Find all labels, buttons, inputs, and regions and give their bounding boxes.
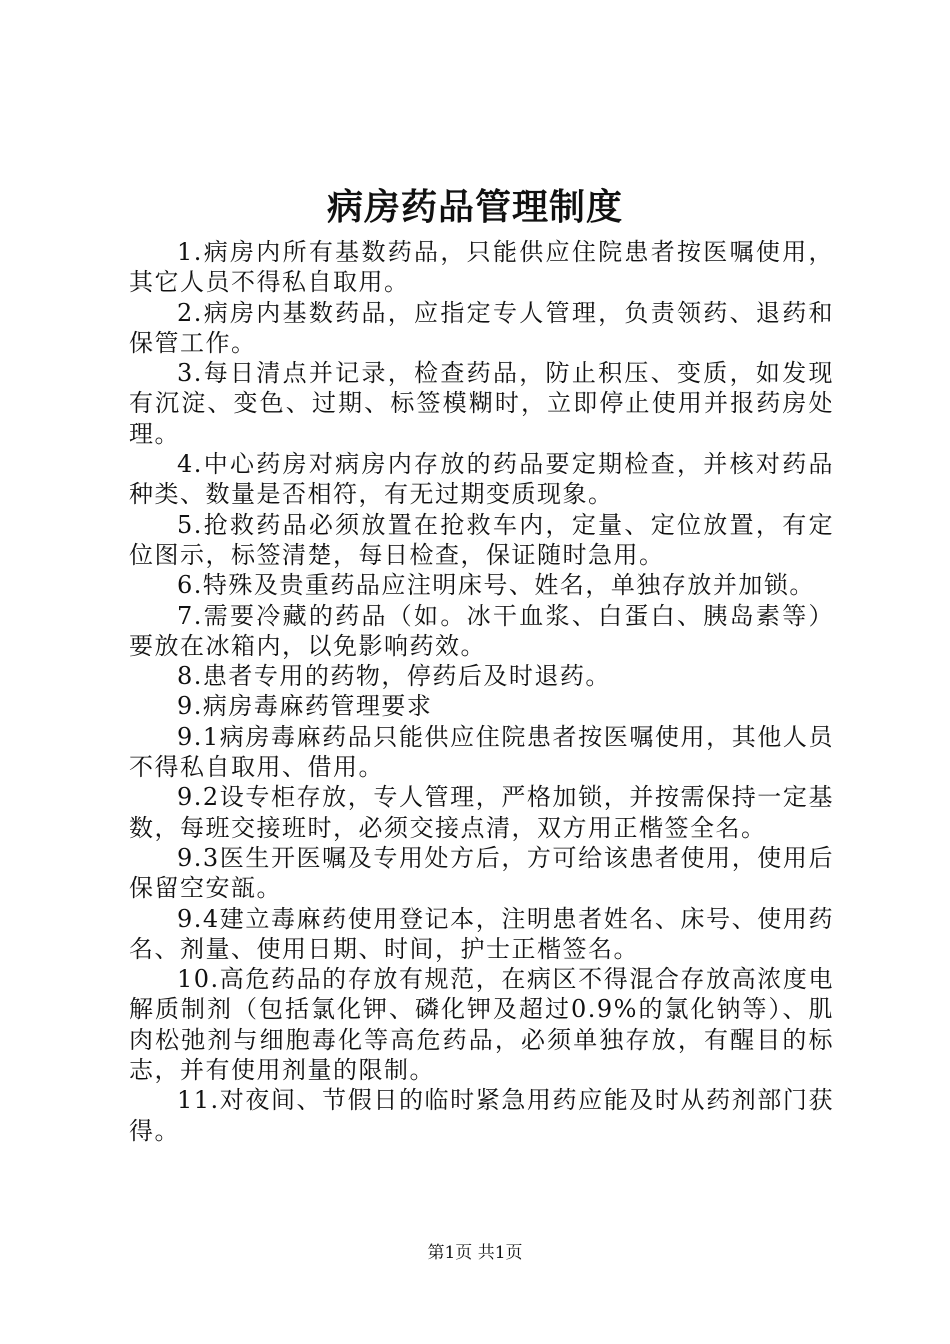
document-title: 病房药品管理制度: [326, 186, 623, 228]
paragraph-10: 10.高危药品的存放有规范，在病区不得混合存放高浓度电解质制剂（包括氯化钾、磷化钾及超过0.9%的氯化钠等）、肌肉松弛剂与细胞毒化等高危药品，必须单独存放，有醒目的标志，并有使用剂量的限制。: [129, 965, 834, 1085]
paragraph-9-3: 9.3医生开医嘱及专用处方后，方可给该患者使用，使用后保留空安瓿。: [129, 843, 834, 903]
paragraph-5: 5.抢救药品必须放置在抢救车内，定量、定位放置，有定位图示，标签清楚，每日检查，保证随时急用。: [129, 510, 834, 569]
paragraph-9-2: 9.2设专柜存放，专人管理，严格加锁，并按需保持一定基数，每班交接班时，必须交接点清，双方用正楷签全名。: [129, 783, 834, 842]
paragraph-8: 8.患者专用的药物，停药后及时退药。: [177, 662, 611, 691]
paragraph-7: 7.需要冷藏的药品（如。冰干血浆、白蛋白、胰岛素等）要放在冰箱内，以免影响药效。: [129, 601, 834, 660]
paragraph-2: 2.病房内基数药品，应指定专人管理，负责领药、退药和保管工作。: [129, 298, 834, 357]
paragraph-9-1: 9.1病房毒麻药品只能供应住院患者按医嘱使用，其他人员不得私自取用、借用。: [129, 722, 834, 782]
paragraph-9-4: 9.4建立毒麻药使用登记本，注明患者姓名、床号、使用药名、剂量、使用日期、时间，护士正楷签名。: [129, 904, 834, 963]
paragraph-9: 9.病房毒麻药管理要求: [177, 692, 433, 721]
paragraph-11: 11.对夜间、节假日的临时紧急用药应能及时从药剂部门获得。: [129, 1086, 834, 1145]
paragraph-4: 4.中心药房对病房内存放的药品要定期检查，并核对药品种类、数量是否相符，有无过期变质现象。: [129, 450, 834, 509]
page-footer: 第1页 共1页: [427, 1243, 523, 1263]
document-body: [129, 237, 834, 1146]
paragraph-6: 6.特殊及贵重药品应注明床号、姓名，单独存放并加锁。: [177, 571, 815, 600]
paragraph-3: 3.每日清点并记录，检查药品，防止积压、变质，如发现有沉淀、变色、过期、标签模糊时，立即停止使用并报药房处理。: [129, 359, 834, 448]
paragraph-1: 1.病房内所有基数药品，只能供应住院患者按医嘱使用，其它人员不得私自取用。: [129, 238, 834, 297]
